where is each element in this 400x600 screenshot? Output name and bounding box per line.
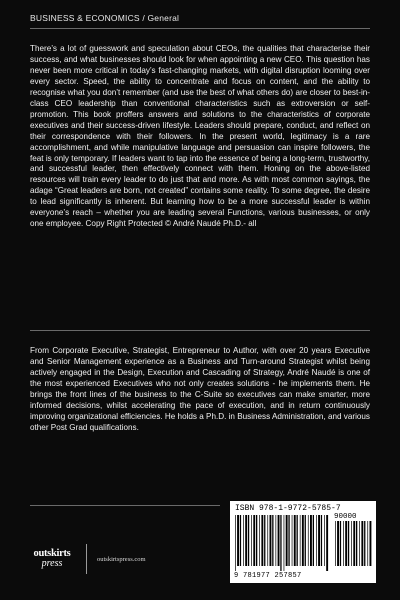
- barcode-bar: [310, 515, 312, 566]
- barcode-bar: [343, 521, 344, 566]
- barcode-bar: [348, 521, 349, 566]
- barcode-bar: [316, 515, 317, 566]
- barcode-bar: [253, 515, 255, 566]
- addon-barcode-bars: [334, 521, 372, 571]
- barcode-bar: [267, 515, 268, 566]
- barcode-bar: [278, 515, 280, 566]
- barcode-bar: [353, 521, 355, 566]
- isbn-label: ISBN 978-1-9772-5785-7: [235, 504, 341, 513]
- barcode-bar: [335, 521, 336, 566]
- barcode-bar: [272, 515, 273, 566]
- barcode-bar: [297, 515, 298, 566]
- barcode-bar: [302, 515, 304, 566]
- barcode-bar: [276, 515, 277, 566]
- barcode-bar: [294, 515, 296, 566]
- category-label: BUSINESS & ECONOMICS / General: [30, 13, 180, 23]
- publisher-logo-line2: press: [41, 558, 63, 569]
- barcode-bar: [324, 515, 325, 566]
- barcode-bar: [280, 515, 281, 571]
- barcode-bar: [300, 515, 301, 566]
- barcode-bar: [356, 521, 357, 566]
- barcode-bar: [240, 515, 241, 566]
- barcode-bar: [340, 521, 341, 566]
- isbn-barcode: [230, 501, 376, 583]
- barcode-bar: [284, 515, 285, 571]
- barcode-bar: [308, 515, 309, 566]
- barcode-bar: [361, 521, 363, 566]
- barcode-bar: [321, 515, 322, 566]
- book-description: There’s a lot of guesswork and speculation about CEOs, the qualities that characterise their success, and what businesses should look for when appointing a new CEO. This question has never been more critical in today’s fast-changing markets, with digital disruption looming over every sector. Speed, the ability to concentrate and focus on content, and the ability to recognise what you don’t remember (and use the best of what others do) are closer to best-in-class CEO leadership than conventional characteristics such as extroversion or self-promotion. This book proffers answers and solutions to the characteristics of corporate executives and their success-driven lifestyle. Leaders should prepare, conduct, and reflect on their correspondence with their followers. In the present world, legitimacy is a rare accomplishment, and while manipulative language and persuasion can inspire followers, the feat is only temporary. If leaders want to tap into the essence of being a long-term, trustworthy, and successful leader, then effectively connect with them. Honing on the above-listed resources will train every leader to do just that and more. As with most common sayings, the adage “Great leaders are born, not created” contains some reality. To some degree, the desire to lead significantly is inherent. But learning how to be a more successful leader is within everyone’s reach – whether you are leading several Functions, various businesses, or only one employee. Copy Right Protected © André Naudé Ph.D.- all: [30, 44, 370, 229]
- barcode-bar: [259, 515, 260, 566]
- barcode-bar: [370, 521, 372, 566]
- barcode-bar: [292, 515, 293, 566]
- publisher-logo-line1: outskirts: [33, 548, 71, 559]
- barcode-bar: [337, 521, 339, 566]
- barcode-digits: 9 781977 257857: [234, 572, 302, 580]
- barcode-bar: [326, 515, 328, 571]
- barcode-bar: [261, 515, 263, 566]
- barcode-bar: [243, 515, 244, 566]
- barcode-bar: [235, 515, 236, 571]
- barcode-bar: [245, 515, 247, 566]
- publisher-block: [30, 544, 146, 574]
- barcode-bar: [364, 521, 365, 566]
- barcode-bar: [313, 515, 314, 566]
- top-divider: [30, 28, 370, 29]
- barcode-bar: [264, 515, 265, 566]
- barcode-bar: [288, 515, 289, 566]
- barcode-bar: [286, 515, 288, 566]
- bottom-divider: [30, 505, 220, 506]
- middle-divider: [30, 330, 370, 331]
- publisher-url: outskirtspress.com: [97, 555, 146, 563]
- barcode-bar: [256, 515, 257, 566]
- barcode-bar: [270, 515, 272, 566]
- ean-barcode-bars: [234, 515, 330, 571]
- barcode-bar: [359, 521, 360, 566]
- author-bio: From Corporate Executive, Strategist, Entrepreneur to Author, with over 20 years Executive and Senior Management experience as a Business and Turn-around Strategist whilst being actively engaged in the Design, Execution and Cascading of Strategy, André Naudé is one of the most experienced Executives who not only creates solutions - he implements them. He brings the front lines of the business to the C-Suite so executives can make smarter, more informed decisions, whilst accelerating the pace of execution, and in return continuously improving organizational efficiencies. He holds a Ph.D. in Business Administration, and various other Post Grad qualifications.: [30, 346, 370, 432]
- barcode-bar: [237, 515, 239, 566]
- price-addon-label: 90000: [334, 513, 357, 521]
- barcode-bar: [305, 515, 306, 566]
- publisher-divider: [86, 544, 87, 574]
- barcode-bar: [367, 521, 368, 566]
- barcode-bar: [318, 515, 320, 566]
- barcode-bar: [251, 515, 252, 566]
- barcode-bar: [345, 521, 347, 566]
- publisher-logo: [30, 549, 74, 569]
- barcode-bar: [351, 521, 352, 566]
- barcode-bar: [248, 515, 249, 566]
